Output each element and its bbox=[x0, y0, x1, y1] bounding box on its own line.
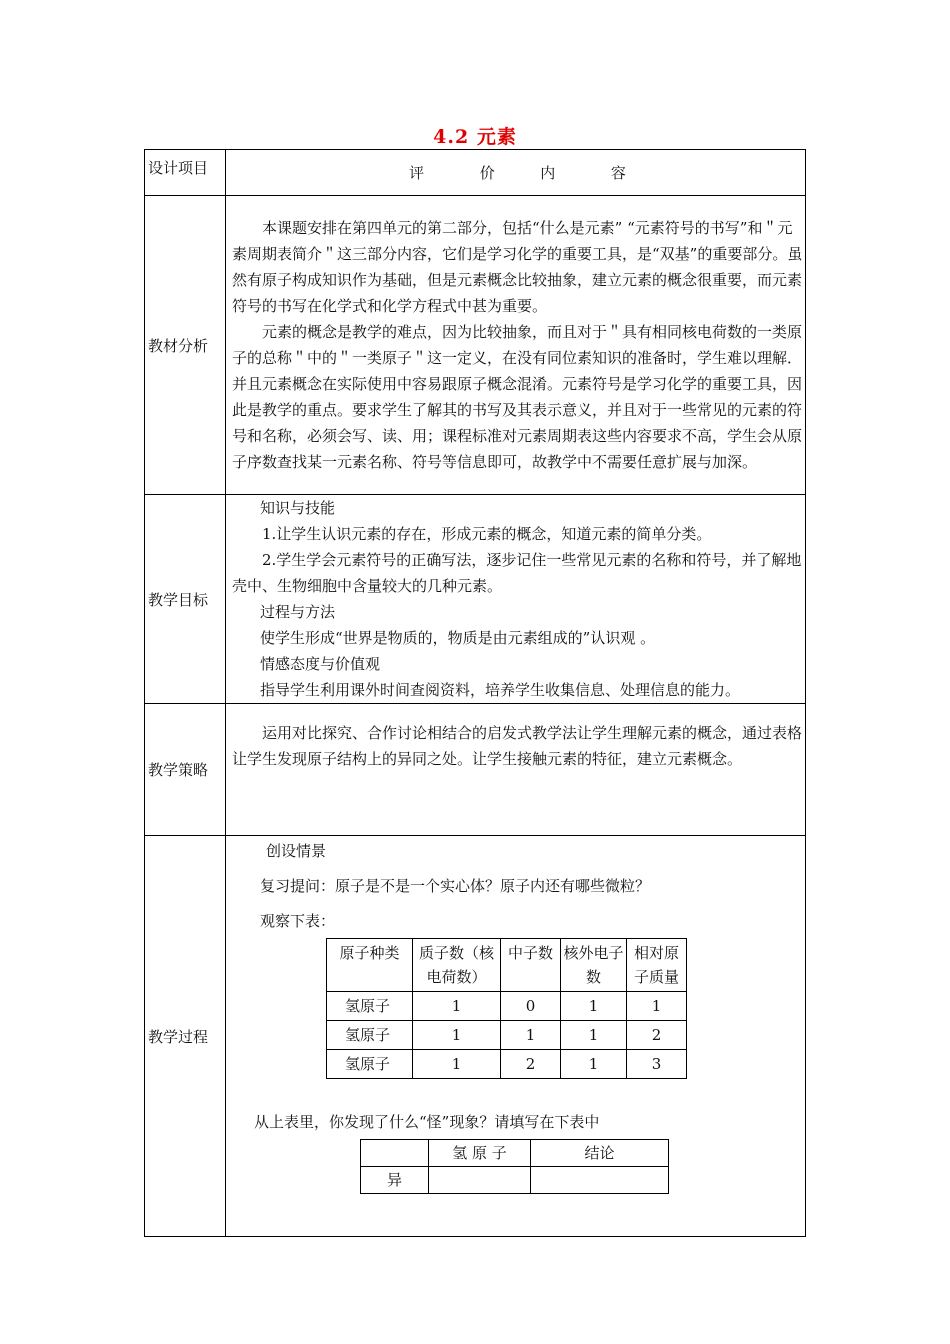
strategy-row bbox=[145, 704, 806, 836]
atom-table-cell: 0 bbox=[501, 992, 561, 1021]
header-char: 内 bbox=[540, 163, 556, 182]
atom-table-header-cell: 相对原子质量 bbox=[627, 939, 687, 992]
atom-table-cell: 1 bbox=[413, 1021, 501, 1050]
comparison-table-header-cell: 结论 bbox=[531, 1140, 669, 1167]
page-title: 4.2 元素 bbox=[433, 126, 517, 148]
atom-table-row bbox=[327, 1021, 687, 1050]
process-content bbox=[226, 836, 806, 1237]
analysis-row bbox=[145, 196, 806, 495]
lesson-plan-table bbox=[144, 149, 806, 1237]
goals-row bbox=[145, 495, 806, 704]
atom-table-cell: 氢原子 bbox=[327, 992, 413, 1021]
comparison-table-row bbox=[361, 1167, 669, 1194]
atom-table-header-cell: 中子数 bbox=[501, 939, 561, 992]
comparison-cell[interactable] bbox=[531, 1167, 669, 1194]
goal-item: 使学生形成“世界是物质的，物质是由元素组成的”认识观 。 bbox=[260, 629, 656, 647]
strategy-content bbox=[226, 704, 806, 836]
header-row bbox=[145, 150, 806, 196]
process-row bbox=[145, 836, 806, 1237]
process-instruction: 观察下表： bbox=[260, 912, 336, 930]
atom-table-cell: 1 bbox=[561, 1021, 627, 1050]
atom-table-cell: 1 bbox=[413, 992, 501, 1021]
atom-table-cell: 1 bbox=[561, 1050, 627, 1079]
atom-table-cell: 2 bbox=[627, 1021, 687, 1050]
atom-table-header-cell: 质子数（核电荷数） bbox=[413, 939, 501, 992]
goals-label: 教学目标 bbox=[145, 495, 226, 704]
header-label: 设计项目 bbox=[145, 150, 226, 196]
strategy-text: 运用对比探究、合作讨论相结合的启发式教学法让学生理解元素的概念，通过表格让学生发现原子结构上的异同之处。让学生接触元素的特征，建立元素概念。 bbox=[232, 724, 803, 768]
atom-table-cell: 氢原子 bbox=[327, 1021, 413, 1050]
atom-table-cell: 3 bbox=[627, 1050, 687, 1079]
process-heading: 创设情景 bbox=[266, 842, 327, 860]
strategy-label: 教学策略 bbox=[145, 704, 226, 836]
atom-table-cell: 氢原子 bbox=[327, 1050, 413, 1079]
atom-table-cell: 1 bbox=[501, 1021, 561, 1050]
atom-table-cell: 2 bbox=[501, 1050, 561, 1079]
goal-heading: 知识与技能 bbox=[260, 499, 336, 517]
goal-heading: 过程与方法 bbox=[260, 603, 336, 621]
header-content bbox=[226, 150, 806, 196]
header-char: 容 bbox=[610, 163, 626, 182]
header-char: 评 bbox=[409, 163, 425, 182]
goal-item: 1.让学生认识元素的存在，形成元素的概念，知道元素的简单分类。 bbox=[262, 525, 712, 543]
goal-item: 2.学生学会元素符号的正确写法，逐步记住一些常见元素的名称和符号，并了解地壳中、生物细胞中含量较大的几种元素。 bbox=[232, 551, 802, 595]
analysis-paragraph: 本课题安排在第四单元的第二部分，包括“什么是元素” “元素符号的书写”和＂元素周期表简介＂这三部分内容，它们是学习化学的重要工具，是“双基”的重要部分。虽然有原子构成知识作为基础，但是元素概念比较抽象，建立元素的概念很重要，而元素符号的书写在化学式和化学方程式中甚为重要。 bbox=[232, 219, 803, 315]
goal-heading: 情感态度与价值观 bbox=[260, 655, 381, 673]
comparison-table-header-cell bbox=[361, 1140, 429, 1167]
atom-table-cell: 1 bbox=[413, 1050, 501, 1079]
analysis-label: 教材分析 bbox=[145, 196, 226, 495]
atom-table-row bbox=[327, 992, 687, 1021]
goals-content bbox=[226, 495, 806, 704]
atom-table-cell: 1 bbox=[627, 992, 687, 1021]
comparison-table bbox=[360, 1139, 669, 1194]
process-question: 复习提问：原子是不是一个实心体？原子内还有哪些微粒？ bbox=[260, 877, 651, 895]
comparison-table-header-cell: 氢 原 子 bbox=[429, 1140, 531, 1167]
comparison-row-label: 异 bbox=[361, 1167, 429, 1194]
atom-table-cell: 1 bbox=[561, 992, 627, 1021]
atom-table-header bbox=[327, 939, 687, 992]
process-label: 教学过程 bbox=[145, 836, 226, 1237]
comparison-table-header bbox=[361, 1140, 669, 1167]
atom-table-header-cell: 原子种类 bbox=[327, 939, 413, 992]
goal-item: 指导学生利用课外时间查阅资料，培养学生收集信息、处理信息的能力。 bbox=[260, 681, 741, 699]
header-char: 价 bbox=[479, 163, 495, 182]
atom-table bbox=[326, 938, 687, 1079]
atom-table-row bbox=[327, 1050, 687, 1079]
analysis-paragraph: 元素的概念是教学的难点，因为比较抽象，而且对于＂具有相同核电荷数的一类原子的总称＂中的＂一类原子＂这一定义，在没有同位素知识的准备时，学生难以理解．并且元素概念在实际使用中容易跟原子概念混淆。元素符号是学习化学的重要工具，因此是教学的重点。要求学生了解其的书写及其表示意义，并且对于一些常见的元素的符号和名称，必须会写、读、用；课程标准对元素周期表这些内容要求不高，学生会从原子序数查找某一元素名称、符号等信息即可，故教学中不需要任意扩展与加深。 bbox=[232, 323, 803, 471]
process-prompt: 从上表里，你发现了什么“怪”现象？请填写在下表中 bbox=[254, 1113, 600, 1131]
atom-table-header-cell: 核外电子数 bbox=[561, 939, 627, 992]
comparison-cell[interactable] bbox=[429, 1167, 531, 1194]
analysis-content bbox=[226, 196, 806, 495]
